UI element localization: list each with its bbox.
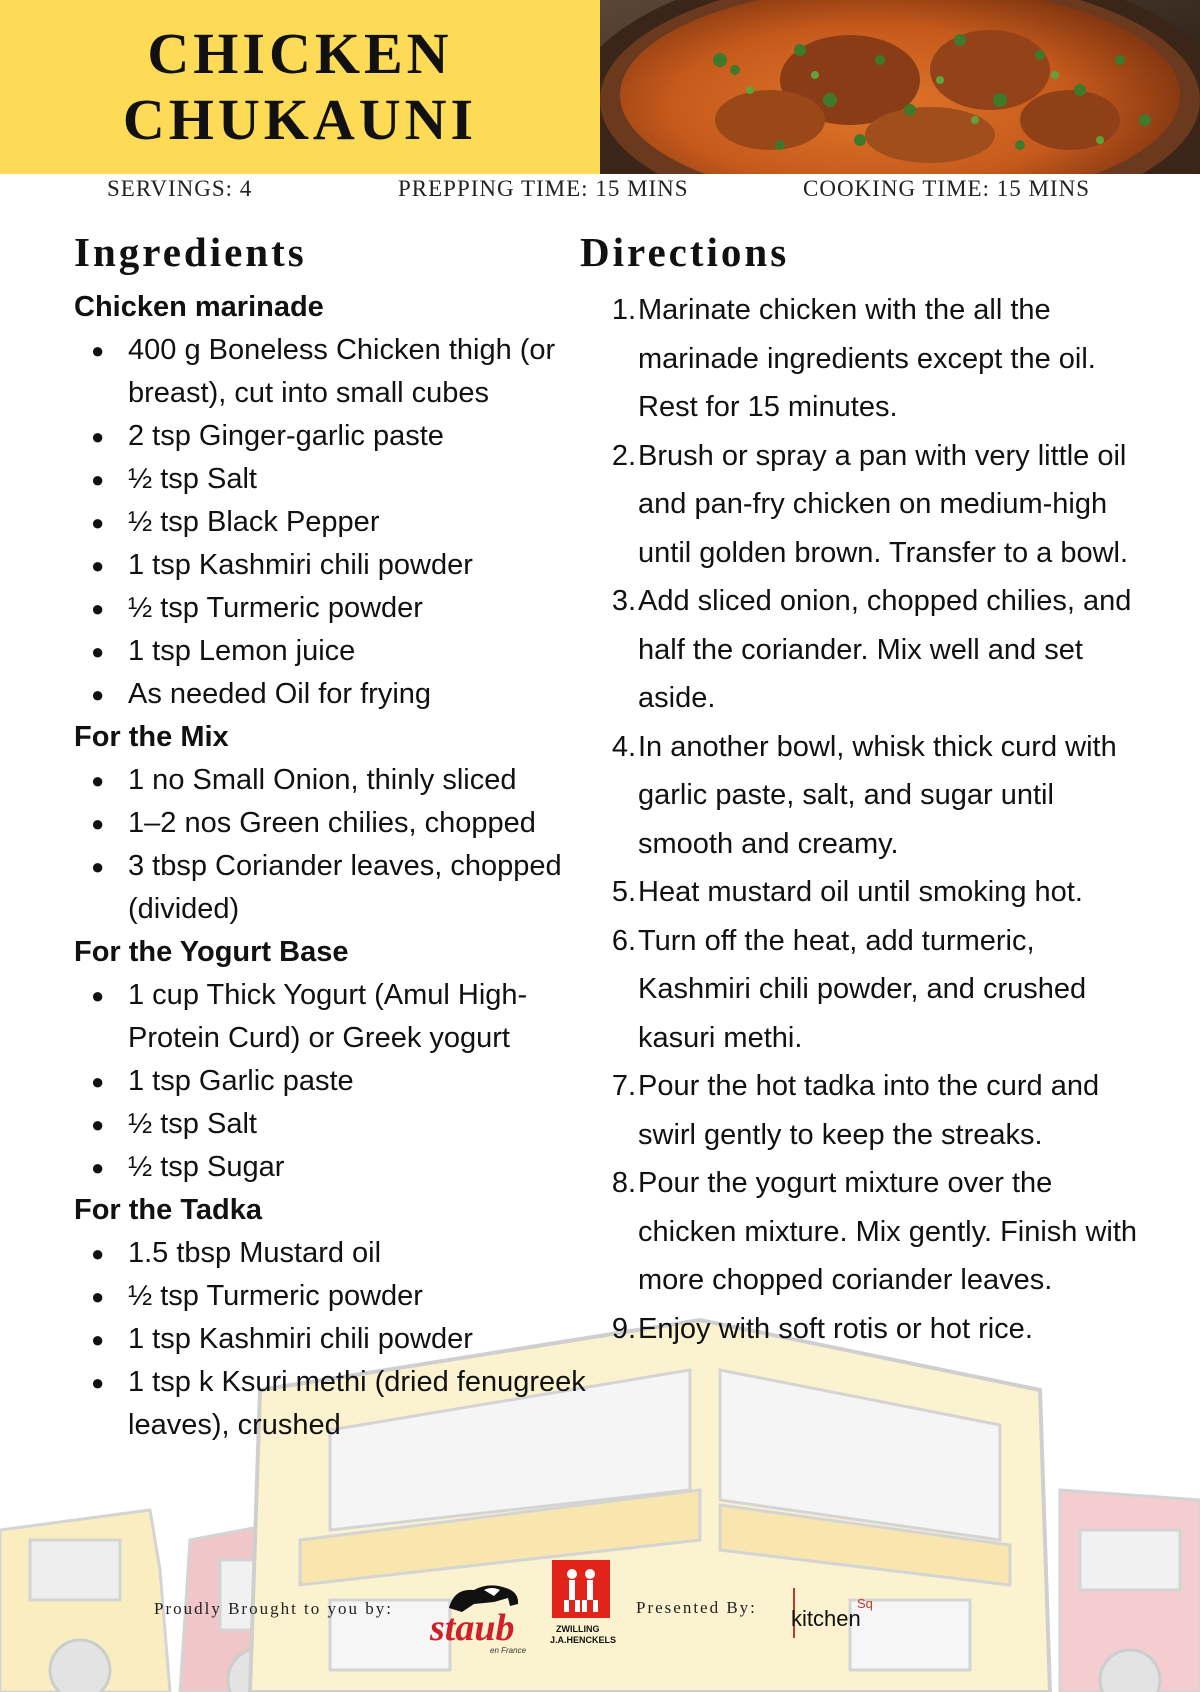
ingredient-text: 1 tsp Garlic paste	[128, 1065, 354, 1097]
bullet-icon: ●	[91, 1241, 105, 1266]
ingredient-text: 1 tsp Kashmiri chili powder	[128, 1323, 473, 1355]
ingredients-heading: Ingredients	[74, 229, 307, 275]
direction-step	[605, 286, 1145, 432]
directions-list	[605, 286, 1145, 1353]
step-text: Enjoy with soft rotis or hot rice.	[638, 1312, 1033, 1345]
zwilling-line2: J.A.HENCKELS	[550, 1635, 617, 1645]
direction-step	[605, 432, 1145, 578]
step-text: Turn off the heat, add turmeric, Kashmiri chili powder, and crushed kasuri methi.	[638, 924, 1087, 1054]
directions-heading: Directions	[580, 229, 790, 275]
ingredient-item	[74, 673, 594, 716]
bullet-icon: ●	[91, 1155, 105, 1180]
zwilling-line1: ZWILLING	[556, 1624, 600, 1634]
direction-step	[605, 723, 1145, 869]
bullet-icon: ●	[91, 1370, 105, 1395]
zwilling-twins-icon	[552, 1560, 610, 1618]
ingredient-text: 1 tsp Kashmiri chili powder	[128, 549, 473, 581]
ingredient-item	[74, 1318, 594, 1361]
ingredient-text: 1 tsp k Ksuri methi (dried fenugreek leaves), crushed	[128, 1366, 586, 1441]
bullet-icon: ●	[91, 596, 105, 621]
ingredient-item	[74, 1103, 594, 1146]
recipe-title-line2: CHUKAUNI	[122, 87, 478, 152]
step-text: Pour the hot tadka into the curd and swirl gently to keep the streaks.	[638, 1070, 1100, 1151]
ingredient-text: ½ tsp Black Pepper	[128, 506, 380, 538]
bullet-icon: ●	[91, 983, 105, 1008]
step-text: Heat mustard oil until smoking hot.	[638, 876, 1083, 908]
step-number: 6.	[611, 924, 636, 957]
cook-time-label: COOKING TIME: 15 MINS	[803, 176, 1090, 201]
ingredient-text: 1.5 tbsp Mustard oil	[128, 1237, 382, 1269]
bullet-icon: ●	[91, 639, 105, 664]
ingredient-text: 3 tbsp Coriander leaves, chopped (divided)	[128, 850, 562, 925]
staub-tagline: en France	[490, 1646, 527, 1655]
ingredient-item	[74, 1232, 594, 1275]
ingredient-item	[74, 501, 594, 544]
ingredient-item	[74, 1275, 594, 1318]
ingredient-text: ½ tsp Turmeric powder	[128, 1280, 423, 1312]
bullet-icon: ●	[91, 338, 105, 363]
staub-logo	[430, 1578, 535, 1658]
ingredient-item	[74, 587, 594, 630]
bullet-icon: ●	[91, 1112, 105, 1137]
recipe-meta-bar	[0, 174, 1200, 208]
presented-by-label: Presented By:	[636, 1598, 757, 1617]
brought-by-label: Proudly Brought to you by:	[154, 1599, 394, 1618]
step-number: 2.	[611, 439, 636, 472]
ingredient-item	[74, 845, 594, 931]
ingredient-item	[74, 544, 594, 587]
step-number: 7.	[611, 1070, 636, 1102]
bullet-icon: ●	[91, 1284, 105, 1309]
step-number: 3.	[611, 585, 636, 617]
bullet-icon: ●	[91, 854, 105, 879]
ingredient-text: ½ tsp Salt	[128, 1108, 257, 1140]
ingredient-text: 2 tsp Ginger-garlic paste	[128, 420, 444, 452]
direction-step	[605, 1159, 1145, 1305]
servings-label: SERVINGS: 4	[107, 176, 253, 201]
direction-step	[605, 577, 1145, 723]
ingredient-item	[74, 630, 594, 673]
step-text: Pour the yogurt mixture over the chicken mixture. Mix gently. Finish with more chopped coriander leaves.	[638, 1167, 1138, 1296]
step-number: 4.	[611, 730, 636, 763]
kitchen-sq-sup: Sq	[857, 1596, 873, 1611]
ingredient-list	[74, 329, 594, 716]
direction-step	[605, 1305, 1145, 1354]
ingredient-text: ½ tsp Turmeric powder	[128, 592, 423, 624]
step-number: 5.	[611, 876, 636, 908]
ingredient-list	[74, 759, 594, 931]
bullet-icon: ●	[91, 1069, 105, 1094]
ingredient-item	[74, 802, 594, 845]
kitchen-sq-logo	[785, 1588, 895, 1648]
zwilling-logo	[548, 1560, 618, 1670]
recipe-title-line1: CHICKEN	[147, 21, 453, 86]
ingredient-group-title: For the Yogurt Base	[74, 936, 349, 968]
step-text: Brush or spray a pan with very little oil and pan-fry chicken on medium-high until golden brown. Transfer to a bowl.	[638, 439, 1129, 569]
step-number: 9.	[611, 1312, 636, 1345]
ingredient-item	[74, 329, 594, 415]
ingredient-item	[74, 1361, 594, 1447]
ingredient-text: As needed Oil for frying	[128, 678, 432, 710]
title-banner	[0, 0, 600, 174]
ingredient-item	[74, 1146, 594, 1189]
ingredient-text: 1 tsp Lemon juice	[128, 635, 356, 667]
staub-wordmark: staub	[430, 1607, 515, 1649]
direction-step	[605, 917, 1145, 1063]
ingredient-text: 400 g Boneless Chicken thigh (or breast), cut into small cubes	[128, 334, 556, 409]
step-number: 1.	[611, 294, 636, 326]
bullet-icon: ●	[91, 1327, 105, 1352]
ingredient-group-title: For the Mix	[74, 721, 229, 753]
bullet-icon: ●	[91, 467, 105, 492]
bullet-icon: ●	[91, 682, 105, 707]
ingredient-item	[74, 759, 594, 802]
ingredients-section	[74, 286, 594, 1447]
kitchen-wordmark: kitchen	[791, 1606, 861, 1631]
prep-time-label: PREPPING TIME: 15 MINS	[398, 176, 689, 201]
ingredient-item	[74, 458, 594, 501]
ingredient-item	[74, 974, 594, 1060]
ingredient-group-title: Chicken marinade	[74, 291, 324, 323]
ingredient-item	[74, 1060, 594, 1103]
sponsor-footer	[0, 1560, 1200, 1692]
ingredient-text: ½ tsp Sugar	[128, 1151, 285, 1183]
bullet-icon: ●	[91, 424, 105, 449]
step-number: 8.	[611, 1167, 636, 1199]
step-text: Add sliced onion, chopped chilies, and half the coriander. Mix well and set aside.	[638, 585, 1132, 714]
curry-bowl-photo	[600, 0, 1200, 174]
ingredient-item	[74, 415, 594, 458]
ingredient-text: 1–2 nos Green chilies, chopped	[128, 807, 536, 839]
step-text: Marinate chicken with the all the marinade ingredients except the oil. Rest for 15 minutes.	[638, 294, 1096, 423]
step-text: In another bowl, whisk thick curd with garlic paste, salt, and sugar until smooth and creamy.	[638, 730, 1117, 860]
bullet-icon: ●	[91, 811, 105, 836]
bullet-icon: ●	[91, 553, 105, 578]
bullet-icon: ●	[91, 510, 105, 535]
ingredient-text: 1 no Small Onion, thinly sliced	[128, 764, 517, 796]
direction-step	[605, 868, 1145, 917]
ingredient-list	[74, 974, 594, 1189]
direction-step	[605, 1062, 1145, 1159]
ingredient-text: ½ tsp Salt	[128, 463, 257, 495]
ingredient-group-title: For the Tadka	[74, 1194, 262, 1226]
ingredient-list	[74, 1232, 594, 1447]
bullet-icon: ●	[91, 768, 105, 793]
ingredient-text: 1 cup Thick Yogurt (Amul High-Protein Curd) or Greek yogurt	[128, 979, 528, 1054]
